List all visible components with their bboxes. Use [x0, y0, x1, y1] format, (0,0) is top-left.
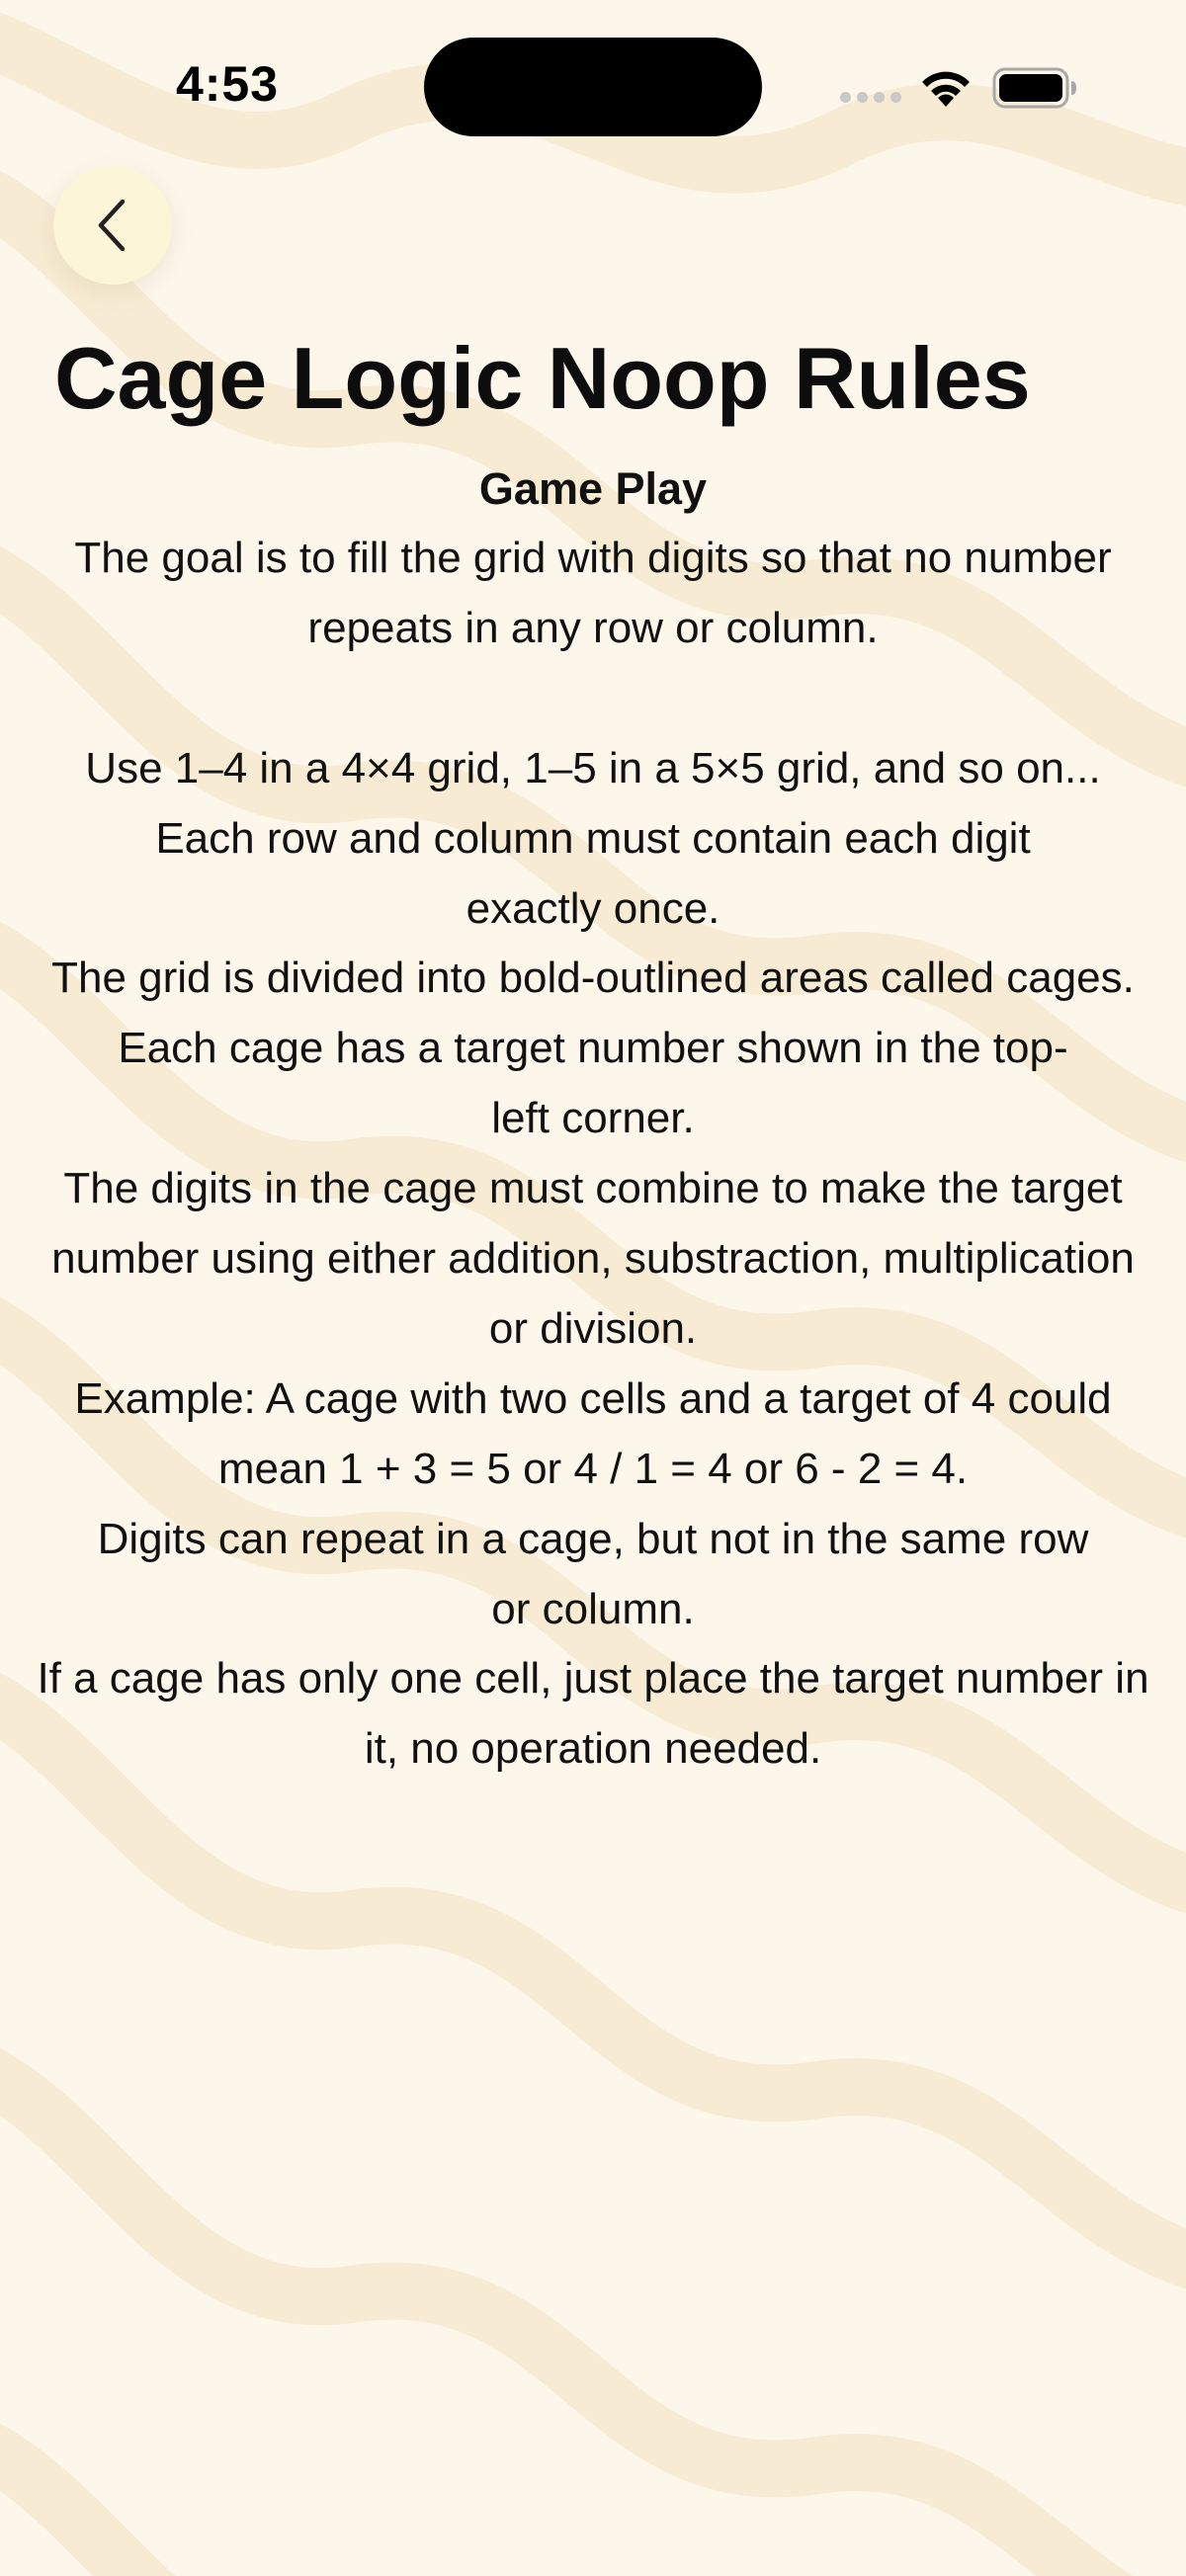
- rule-line: Use 1–4 in a 4×4 grid, 1–5 in a 5×5 grid, and so on...: [85, 743, 1101, 792]
- page-title: Cage Logic Noop Rules: [54, 329, 1031, 427]
- rule-line: Digits can repeat in a cage, but not in the same row: [97, 1514, 1089, 1563]
- rule-line: Example: A cage with two cells and a target of 4 could: [74, 1373, 1112, 1423]
- chevron-left-icon: [93, 196, 132, 255]
- dynamic-island: [424, 38, 762, 136]
- rule-line: If a cage has only one cell, just place the target number in: [37, 1654, 1149, 1703]
- battery-icon: [992, 67, 1077, 109]
- rule-line: it, no operation needed.: [364, 1724, 822, 1774]
- rules-content: [0, 455, 1186, 1785]
- rule-line: The grid is divided into bold-outlined areas called cages.: [51, 954, 1135, 1003]
- back-button[interactable]: [53, 166, 172, 285]
- rule-line: number using either addition, substraction, multiplication: [51, 1234, 1135, 1284]
- rule-line: repeats in any row or column.: [307, 603, 879, 652]
- rule-line: The digits in the cage must combine to make the target: [63, 1164, 1123, 1213]
- wifi-icon: [919, 65, 973, 109]
- rule-line: Each cage has a target number shown in the top-: [118, 1024, 1068, 1073]
- status-time: 4:53: [175, 56, 280, 112]
- section-heading: Game Play: [478, 463, 708, 514]
- rule-line: exactly once.: [466, 883, 720, 933]
- status-bar: [0, 0, 1186, 178]
- rule-line: left corner.: [491, 1094, 695, 1143]
- cellular-signal-icon: [840, 92, 901, 104]
- rule-line: The goal is to fill the grid with digits so that no number: [74, 534, 1112, 582]
- rule-line: mean 1 + 3 = 5 or 4 / 1 = 4 or 6 - 2 = 4.: [217, 1444, 969, 1493]
- paragraph-gap: [0, 664, 1186, 734]
- rule-line: Each row and column must contain each digit: [155, 813, 1031, 863]
- rule-line: or column.: [491, 1584, 695, 1633]
- rule-line: or division.: [488, 1303, 698, 1353]
